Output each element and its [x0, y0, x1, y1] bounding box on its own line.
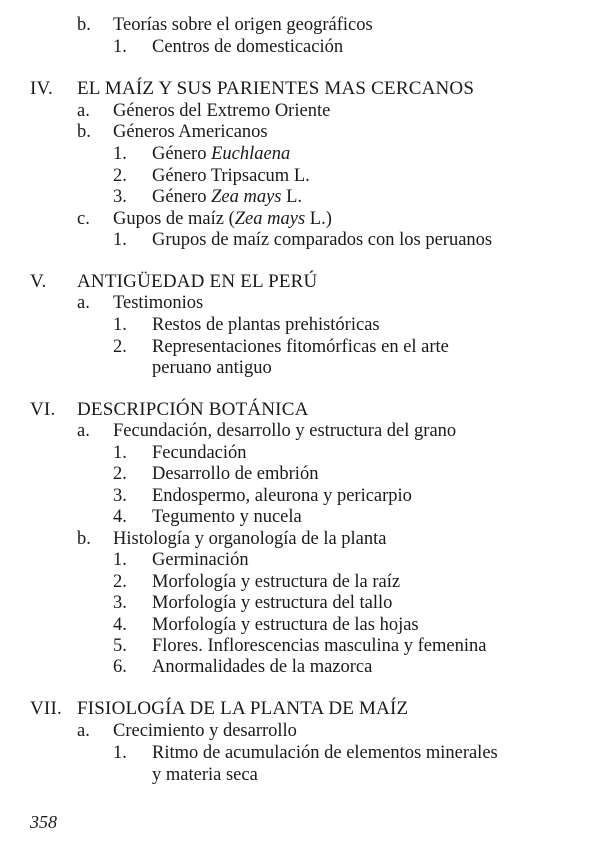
text-part: Género [152, 144, 212, 164]
section-title: ANTIGÜEDAD EN EL PERÚ [77, 271, 318, 292]
item-label: 3. [113, 486, 127, 506]
item-label: 2. [113, 572, 127, 592]
outline-item-continuation: peruano antiguo [152, 358, 272, 378]
outline-item: Desarrollo de embrión [152, 464, 319, 484]
item-label: 3. [113, 187, 127, 207]
item-label: a. [77, 721, 90, 741]
outline-item [152, 143, 290, 165]
item-label: b. [77, 529, 91, 549]
outline-item [152, 186, 302, 208]
section-title: DESCRIPCIÓN BOTÁNICA [77, 399, 309, 420]
section-label: V. [30, 271, 47, 292]
item-label: 1. [113, 37, 127, 57]
outline-item: Morfología y estructura de la raíz [152, 572, 401, 592]
item-label: 4. [113, 615, 127, 635]
outline-item: Morfología y estructura de las hojas [152, 615, 419, 635]
outline-item: Germinación [152, 550, 249, 570]
outline-item: Centros de domesticación [152, 37, 344, 57]
section-label: VI. [30, 399, 56, 420]
outline-item: Géneros del Extremo Oriente [113, 101, 331, 121]
item-label: b. [77, 122, 91, 142]
text-part: Gupos de maíz ( [113, 209, 235, 229]
item-label: b. [77, 15, 91, 35]
outline-item: Crecimiento y desarrollo [113, 721, 297, 741]
outline-item: Histología y organología de la planta [113, 529, 387, 549]
item-label: 2. [113, 166, 127, 186]
text-part: L.) [305, 209, 332, 229]
italic-term: Zea mays [234, 209, 306, 229]
section-title: EL MAÍZ Y SUS PARIENTES MAS CERCANOS [77, 78, 475, 99]
item-label: 2. [113, 464, 127, 484]
outline-item: Testimonios [113, 293, 204, 313]
outline-item: Grupos de maíz comparados con los peruanos [152, 230, 493, 250]
item-label: 5. [113, 636, 127, 656]
section-label: VII. [30, 698, 62, 719]
item-label: 1. [113, 743, 127, 763]
item-label: 1. [113, 443, 127, 463]
outline-item: Fecundación [152, 443, 247, 463]
outline-item: Teorías sobre el origen geográficos [113, 15, 373, 35]
item-label: 1. [113, 230, 127, 250]
text-part: L. [281, 187, 303, 207]
italic-term: Euchlaena [211, 144, 291, 164]
page-number: 358 [30, 812, 57, 832]
item-label: 1. [113, 315, 127, 335]
section-label: IV. [30, 78, 53, 99]
outline-item: Morfología y estructura del tallo [152, 593, 393, 613]
outline-item [113, 208, 332, 230]
item-label: 1. [113, 550, 127, 570]
outline-item: Restos de plantas prehistóricas [152, 315, 380, 335]
item-label: a. [77, 101, 90, 121]
text-part: Género [152, 187, 212, 207]
outline-item: Endospermo, aleurona y pericarpio [152, 486, 412, 506]
item-label: 3. [113, 593, 127, 613]
item-label: 1. [113, 144, 127, 164]
outline-item: Ritmo de acumulación de elementos minerales [152, 743, 498, 763]
outline-item: Flores. Inflorescencias masculina y femenina [152, 636, 487, 656]
italic-term: Zea mays [211, 187, 282, 207]
item-label: 6. [113, 657, 127, 677]
item-label: a. [77, 421, 90, 441]
outline-item: Fecundación, desarrollo y estructura del grano [113, 421, 457, 441]
item-label: a. [77, 293, 90, 313]
outline-item-continuation: y materia seca [152, 765, 258, 785]
item-label: c. [77, 209, 90, 229]
outline-item: Tegumento y nucela [152, 507, 302, 527]
item-label: 4. [113, 507, 127, 527]
item-label: 2. [113, 337, 127, 357]
outline-item: Anormalidades de la mazorca [152, 657, 373, 677]
outline-item: Género Tripsacum L. [152, 166, 310, 186]
outline-item: Representaciones fitomórficas en el arte [152, 337, 449, 357]
section-title: FISIOLOGÍA DE LA PLANTA DE MAÍZ [77, 698, 409, 719]
outline-item: Géneros Americanos [113, 122, 268, 142]
